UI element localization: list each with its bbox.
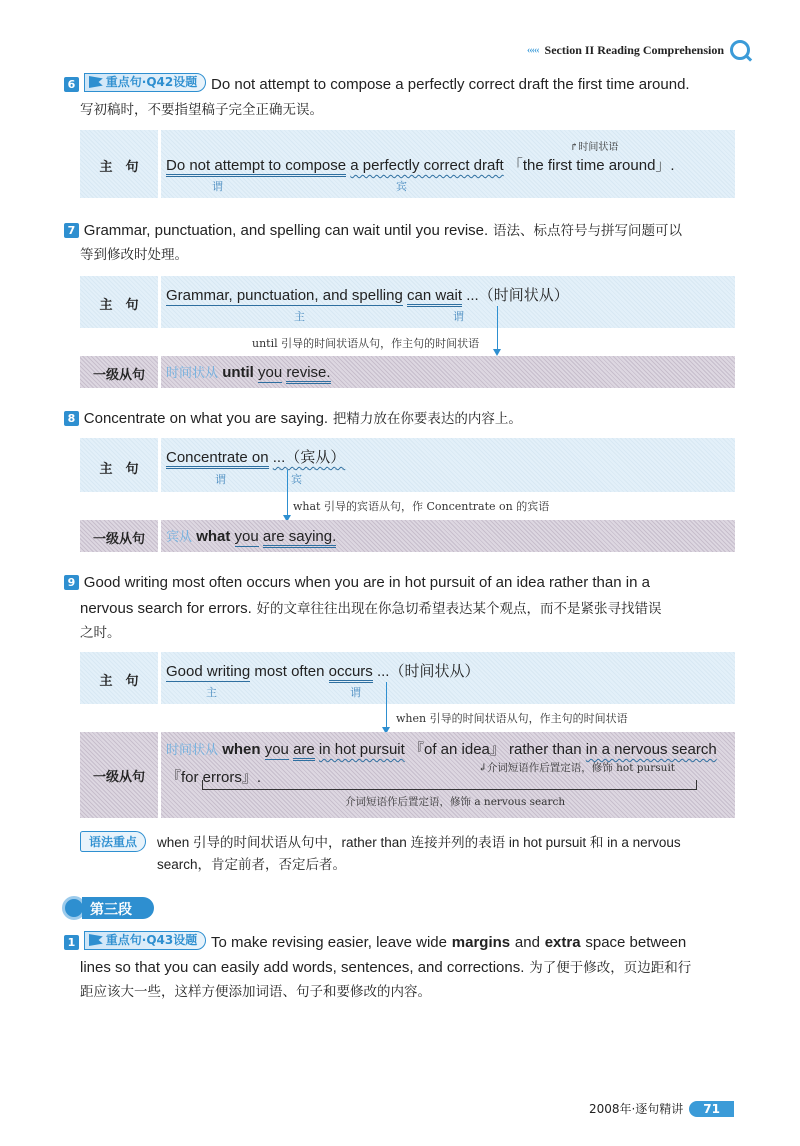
- link-arrow: [287, 470, 288, 516]
- clause-type: 时间状从: [166, 743, 219, 758]
- complement-2: in a nervous search: [585, 741, 717, 758]
- sentence-9-line2: [80, 596, 750, 621]
- main-clause-label: 主 句: [99, 674, 139, 689]
- conjunction: what: [196, 528, 231, 545]
- sentence-1: 1 重点句·Q43设题 To make revising easier, leave wide margins and extra space between: [64, 930, 764, 955]
- keyword-extra: extra: [544, 934, 581, 951]
- predicate: occurs: [329, 663, 373, 683]
- translation-1: 距应该大一些，这样方便添加词语、句子和要修改的内容。: [80, 984, 431, 1000]
- grammar-line1: when 引导的时间状语从句中，rather than 连接并列的表语 in hot pursuit 和 in a nervous: [157, 835, 681, 850]
- page-footer: [589, 1100, 734, 1117]
- sentence-8: [64, 406, 754, 431]
- sentence-text-line1: Good writing most often occurs when you are in hot pursuit of an idea rather than in a: [83, 574, 650, 591]
- sentence-analysis: [166, 446, 345, 467]
- object: a perfectly correct draft: [350, 157, 504, 174]
- translation-part1: 语法、标点符号与拼写问题可以: [492, 223, 682, 239]
- sentence-number: 7: [64, 223, 79, 238]
- adverbial-note: ↱时间状语: [570, 142, 619, 153]
- footer-text: 2008年·逐句精讲: [588, 1102, 684, 1116]
- subject: Good writing: [166, 663, 251, 680]
- subject: you: [234, 528, 259, 545]
- role-object: 宾: [291, 473, 302, 486]
- clause-note: when 引导的时间状语从句，作主句的时间状语: [396, 712, 628, 725]
- adverb: most often: [254, 663, 325, 680]
- object-placeholder: ...（宾从）: [272, 449, 346, 466]
- link-arrow: [497, 306, 498, 350]
- predicate: can wait: [407, 287, 462, 307]
- analysis-box-6: [80, 130, 735, 198]
- translation-6: 写初稿时，不要指望稿子完全正确无误。: [80, 102, 323, 118]
- analysis-box-8-sub: [80, 520, 735, 552]
- sentence-text-line2: lines so that you can easily add words, sentences, and corrections.: [80, 959, 525, 976]
- analysis-box-8-main: [80, 438, 735, 492]
- key-sentence-tag: 重点句·Q43设题: [84, 931, 206, 950]
- subordinate-analysis-line1: [166, 738, 717, 759]
- adverbial: 「the first time around」.: [507, 157, 675, 174]
- link-arrow: [386, 682, 387, 728]
- subordinate-clause-label: 一级从句: [92, 532, 145, 547]
- subject: you: [258, 364, 283, 381]
- analysis-box-9-sub: [80, 732, 735, 818]
- predicate: Concentrate on: [166, 449, 269, 469]
- sentence-6: [64, 72, 754, 97]
- role-predicate: 谓: [453, 310, 464, 323]
- arrows-decor: ‹‹‹‹‹: [526, 44, 539, 56]
- translation: 把精力放在你要表达的内容上。: [332, 411, 522, 427]
- clause-type: 时间状从: [166, 366, 219, 381]
- translation-9: 之时。: [80, 625, 121, 641]
- sentence-number: 6: [64, 77, 79, 92]
- sentence-analysis: [166, 284, 569, 305]
- section-title: 第三段: [82, 897, 154, 919]
- role-object: 宾: [396, 180, 407, 193]
- grammar-text: [157, 832, 747, 876]
- sentence-text-line2: nervous search for errors.: [80, 600, 252, 617]
- sentence-7: [64, 218, 754, 243]
- magnifier-icon: [730, 40, 750, 60]
- analysis-box-7-main: [80, 276, 735, 328]
- main-clause-label: 主 句: [99, 298, 139, 313]
- conjunction: until: [222, 364, 254, 381]
- section-heading: [62, 895, 154, 921]
- header-title: Section II Reading Comprehension: [544, 42, 724, 57]
- attr-note-2: 介词短语作后置定语，修饰 a nervous search: [345, 796, 566, 808]
- attribute-1: 『of an idea』: [408, 741, 505, 758]
- predicate: are saying.: [263, 528, 336, 548]
- flag-icon: [89, 76, 103, 88]
- sentence-text: Do not attempt to compose a perfectly correct draft the first time around.: [211, 76, 690, 93]
- sentence-text: Grammar, punctuation, and spelling can wait until you revise.: [83, 222, 489, 239]
- translation-7: 等到修改时处理。: [80, 247, 188, 263]
- role-subject: 主: [294, 310, 305, 323]
- subordinate-clause-label: 一级从句: [92, 770, 145, 785]
- subject: you: [264, 741, 289, 758]
- attr-note-1: ↲介词短语作后置定语，修饰 hot pursuit: [478, 762, 676, 774]
- sentence-number: 1: [64, 935, 79, 950]
- key-sentence-tag: 重点句·Q42设题: [84, 73, 206, 92]
- clause-note: what 引导的宾语从句，作 Concentrate on 的宾语: [293, 500, 550, 513]
- flag-icon: [89, 934, 103, 946]
- clause-placeholder: ...（时间状从）: [466, 287, 569, 304]
- role-subject: 主: [206, 686, 217, 699]
- analysis-box-9-main: [80, 652, 735, 704]
- subordinate-clause-label: 一级从句: [92, 368, 145, 383]
- main-clause-label: 主 句: [99, 462, 139, 477]
- attribute-2: 『for errors』.: [166, 769, 262, 786]
- bracket-line: [202, 780, 697, 790]
- clause-placeholder: ...（时间状从）: [376, 663, 480, 680]
- subordinate-analysis: [166, 362, 331, 381]
- sentence-text: Concentrate on what you are saying.: [83, 410, 329, 427]
- grammar-point: [80, 831, 146, 852]
- conjunction-rather-than: rather than: [509, 741, 582, 758]
- grammar-line2: search，肯定前者，否定后者。: [157, 857, 347, 872]
- complement-1: in hot pursuit: [318, 741, 405, 758]
- sentence-1-line2: [80, 955, 760, 980]
- translation-part1: 为了便于修改，页边距和行: [529, 960, 692, 976]
- sentence-9: [64, 570, 754, 595]
- clause-note: until 引导的时间状语从句，作主句的时间状语: [252, 337, 480, 350]
- page-number: 71: [689, 1101, 734, 1117]
- role-predicate: 谓: [212, 180, 223, 193]
- grammar-tag: 语法重点: [80, 831, 146, 852]
- main-clause-label: 主 句: [99, 160, 139, 175]
- sentence-number: 8: [64, 411, 79, 426]
- translation-part1: 好的文章往往出现在你急切希望表达某个观点，而不是紧张寻找错误: [256, 601, 662, 617]
- sentence-analysis: [166, 660, 479, 681]
- conjunction: when: [222, 741, 261, 758]
- role-predicate: 谓: [350, 686, 361, 699]
- keyword-margins: margins: [451, 934, 511, 951]
- analysis-box-7-sub: [80, 356, 735, 388]
- predicate: revise.: [286, 364, 330, 384]
- subject: Grammar, punctuation, and spelling: [166, 287, 403, 304]
- predicate: are: [293, 741, 315, 761]
- running-header: [527, 40, 750, 60]
- sentence-analysis: [166, 154, 675, 175]
- predicate: Do not attempt to compose: [166, 157, 346, 177]
- role-predicate: 谓: [215, 473, 226, 486]
- subordinate-analysis: [166, 526, 336, 545]
- clause-type: 宾从: [166, 530, 193, 545]
- sentence-number: 9: [64, 575, 79, 590]
